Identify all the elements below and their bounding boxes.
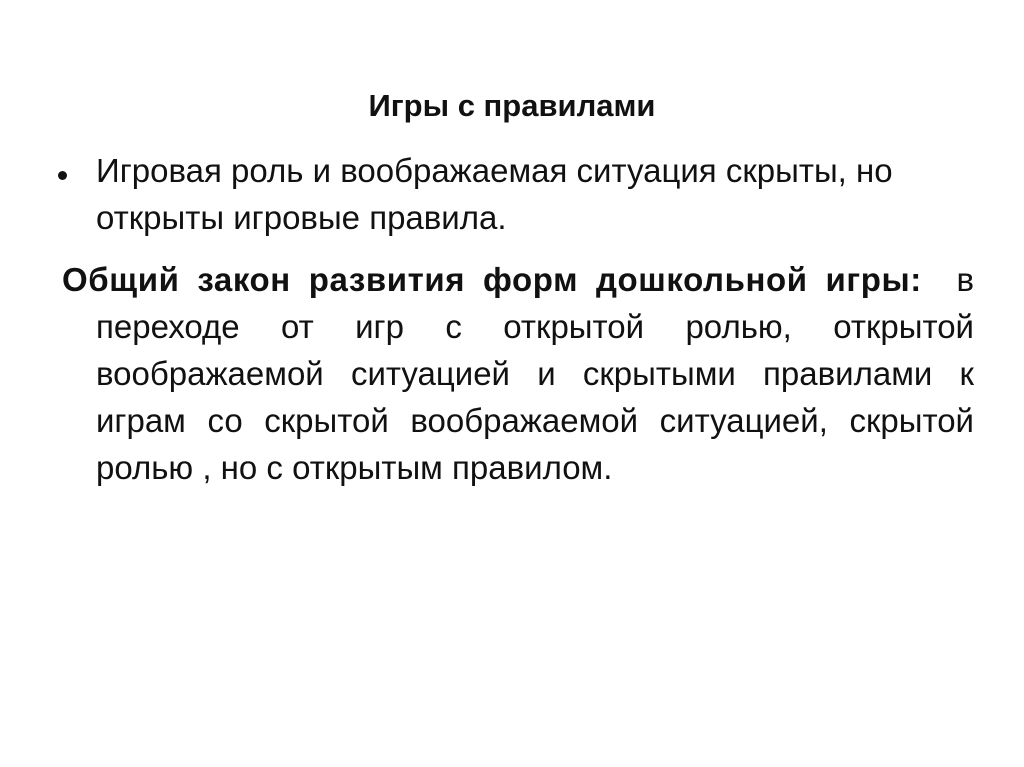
slide-title: Игры с правилами (368, 88, 656, 123)
bullet-item (58, 147, 958, 241)
law-heading: Общий закон развития форм дошкольной игры: (62, 261, 922, 298)
law-paragraph (62, 256, 974, 491)
bullet-dot-icon (58, 171, 67, 180)
bullet-text: Игровая роль и воображаемая ситуация скрыты, но открыты игровые правила. (96, 152, 893, 236)
law-body: в переходе от игр с открытой ролью, открытой воображаемой ситуацией и скрытыми правилами к играм со скрытой воображаемой ситуацией, скрытой ролью , но с открытым правилом. (96, 261, 974, 486)
